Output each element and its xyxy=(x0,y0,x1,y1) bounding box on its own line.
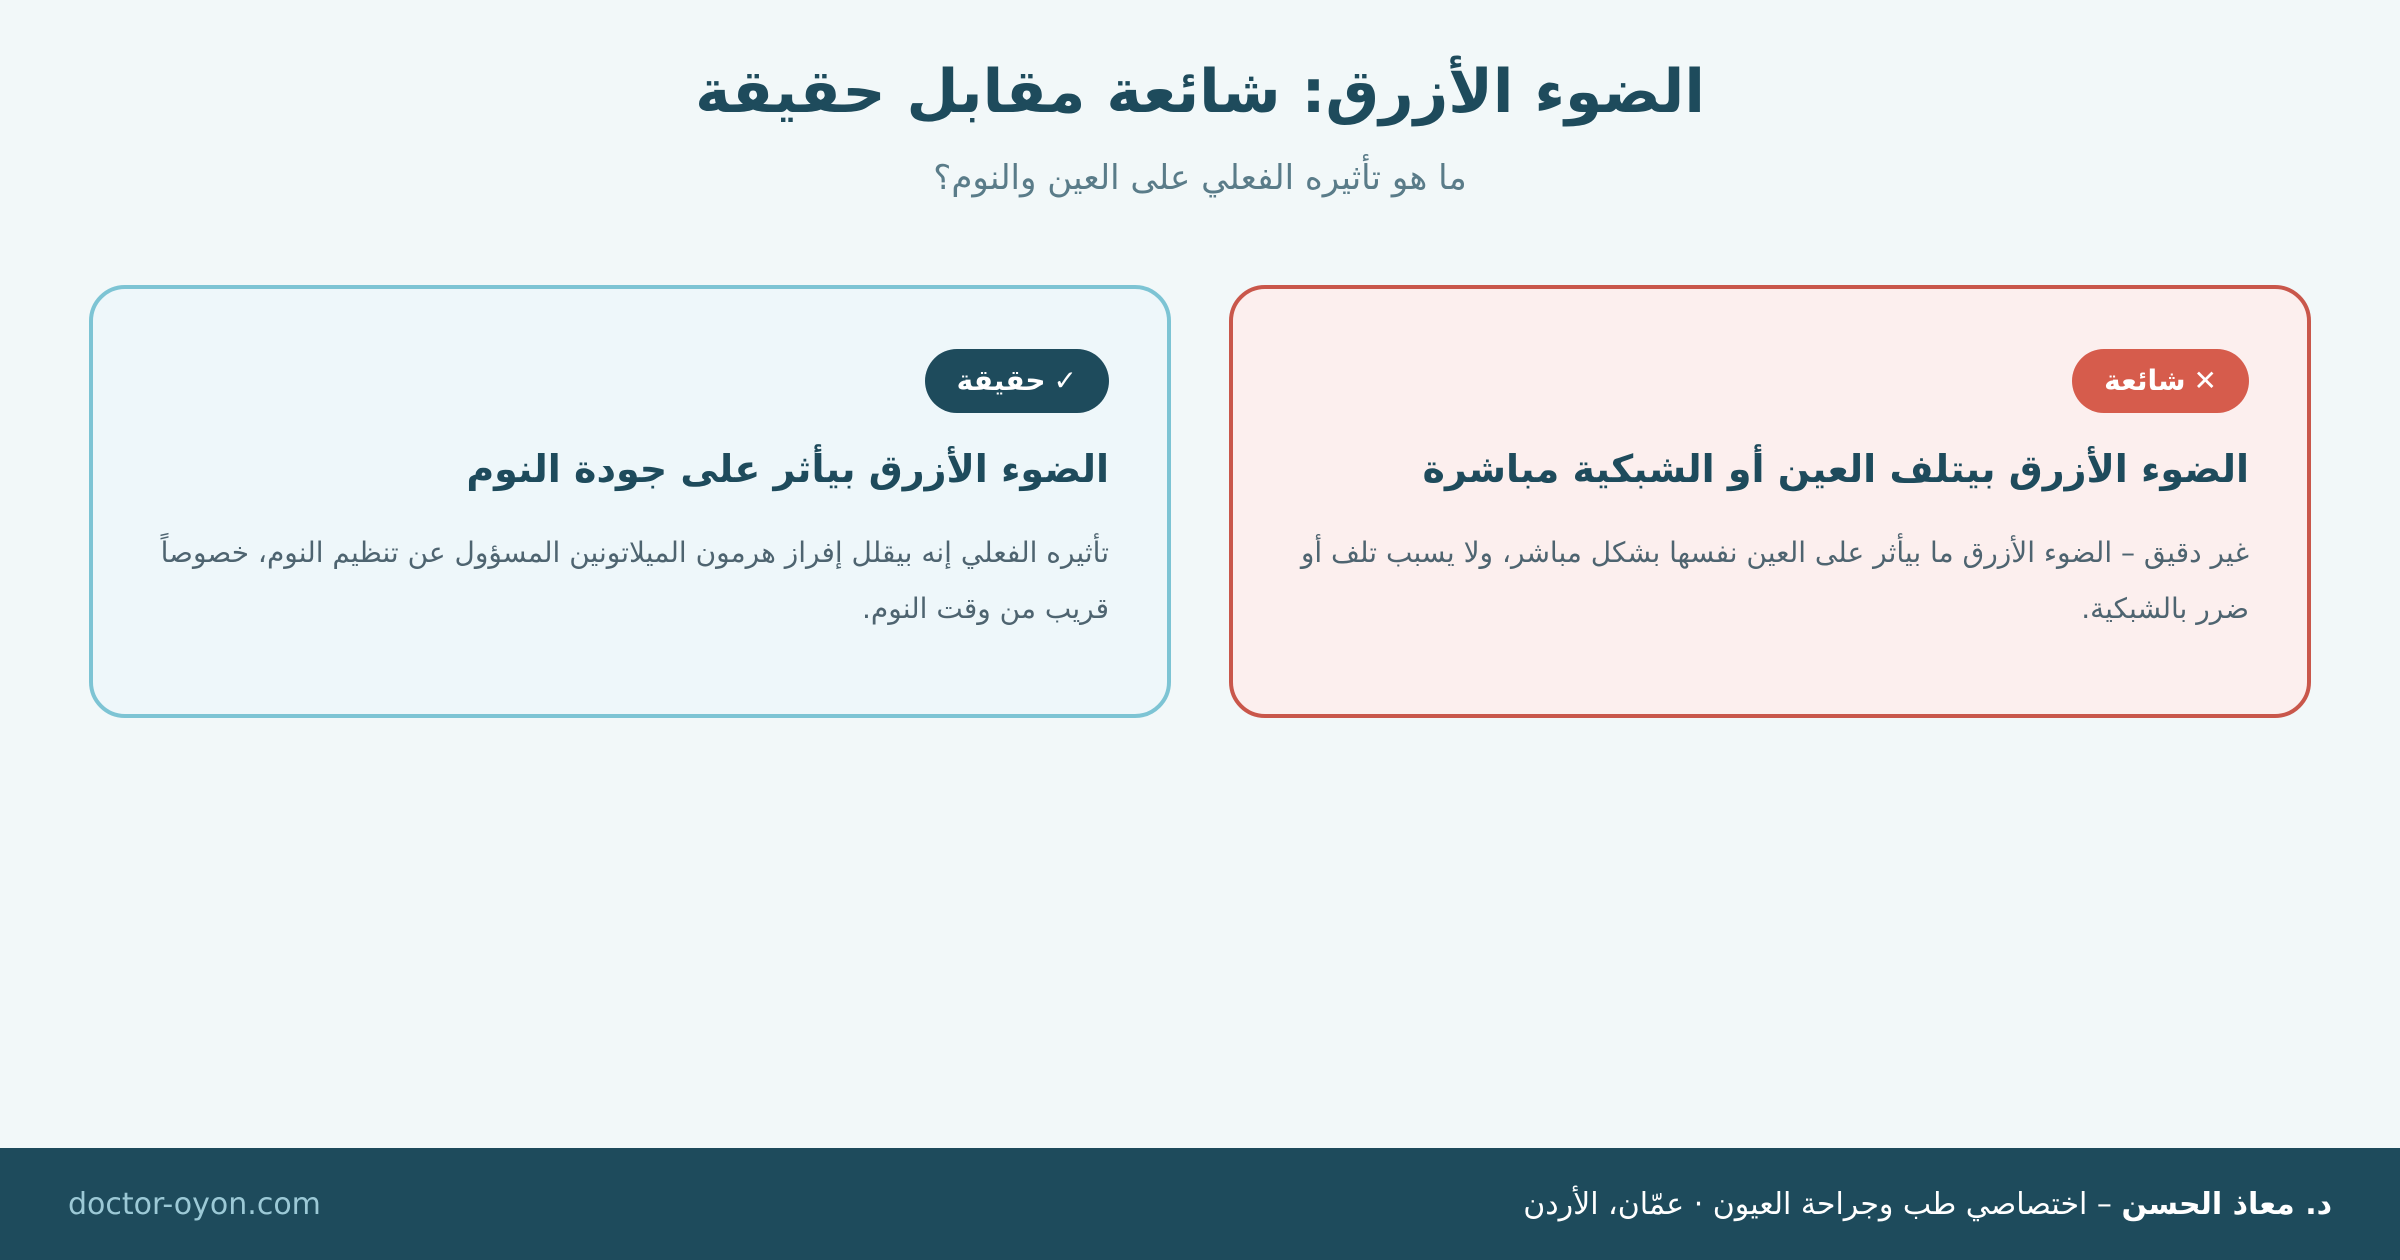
check-icon: ✓ xyxy=(1053,364,1077,397)
doctor-details: – اختصاصي طب وجراحة العيون · عمّان، الأردن xyxy=(1523,1186,2112,1222)
fact-card xyxy=(89,285,1171,718)
myth-heading: الضوء الأزرق بيتلف العين أو الشبكية مباشرة xyxy=(1422,447,2249,491)
fact-badge xyxy=(925,349,1109,413)
myth-card xyxy=(1229,285,2311,718)
doctor-credit xyxy=(1523,1187,2332,1222)
footer-bar xyxy=(0,1148,2400,1260)
doctor-name: د. معاذ الحسن xyxy=(2121,1186,2332,1222)
page-header xyxy=(0,52,2400,200)
fact-badge-label: حقيقة xyxy=(956,364,1046,397)
myth-body: غير دقيق – الضوء الأزرق ما بيأثر على العين نفسها بشكل مباشر، ولا يسبب تلف أو ضرر بالشبكية. xyxy=(1300,536,2249,625)
fact-body: تأثيره الفعلي إنه بيقلل إفراز هرمون الميلاتونين المسؤول عن تنظيم النوم، خصوصاً قريب من وقت النوم. xyxy=(160,536,1109,625)
website-url: doctor-oyon.com xyxy=(68,1186,321,1222)
myth-badge-label: شائعة xyxy=(2104,364,2186,397)
myth-badge xyxy=(2072,349,2249,413)
page-subtitle: ما هو تأثيره الفعلي على العين والنوم؟ xyxy=(933,158,1467,198)
fact-heading: الضوء الأزرق بيأثر على جودة النوم xyxy=(466,447,1109,491)
page-title: الضوء الأزرق: شائعة مقابل حقيقة xyxy=(695,57,1705,127)
close-icon: ✕ xyxy=(2193,364,2217,397)
